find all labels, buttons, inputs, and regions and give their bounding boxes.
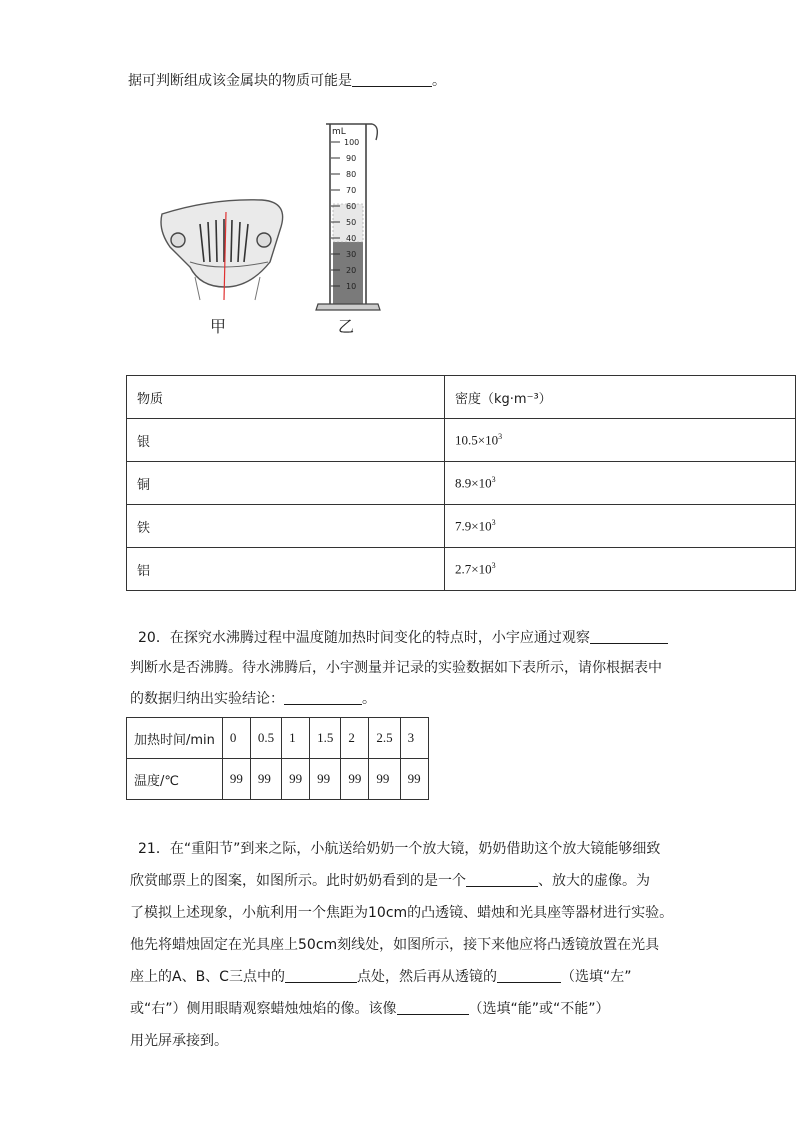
density-exponent: 3 xyxy=(491,474,496,484)
table-row xyxy=(127,462,796,505)
q21-text: 座上的A、B、C三点中的 xyxy=(130,969,285,985)
q21-text: 或“右”）侧用眼睛观察蜡烛烛焰的像。该像 xyxy=(130,1001,397,1017)
time-cell: 1 xyxy=(282,718,310,759)
q20-line-3 xyxy=(130,688,376,708)
q21-text: （选填“能”或“不能”） xyxy=(468,1001,610,1017)
q20-text: 20．在探究水沸腾过程中温度随加热时间变化的特点时，小宇应通过观察 xyxy=(138,630,590,646)
table-row xyxy=(127,505,796,548)
temperature-cell: 99 xyxy=(400,759,428,800)
q21-text: 了模拟上述现象，小航利用一个焦距为10cm的凸透镜、蜡烛和光具座等器材进行实验。 xyxy=(130,905,674,921)
q21-text: 用光屏承接到。 xyxy=(130,1033,228,1049)
answer-blank xyxy=(397,1000,469,1015)
figure-scale-and-cylinder xyxy=(150,112,410,342)
balance-scale-illustration xyxy=(161,200,283,300)
temperature-cell: 99 xyxy=(310,759,341,800)
heating-data-table xyxy=(126,717,429,800)
question-continuation xyxy=(128,70,446,90)
question-text: 据可判断组成该金属块的物质可能是 xyxy=(128,73,352,89)
row-label-time: 加热时间/min xyxy=(127,718,223,759)
cylinder-tick-label: 70 xyxy=(346,186,357,195)
cylinder-tick-label: 50 xyxy=(346,218,357,227)
answer-blank xyxy=(285,968,357,983)
density-cell xyxy=(445,548,796,591)
substance-cell: 铝 xyxy=(127,548,445,591)
cylinder-tick-label: 40 xyxy=(346,234,357,243)
temperature-cell: 99 xyxy=(250,759,281,800)
density-table xyxy=(126,375,796,591)
time-cell: 3 xyxy=(400,718,428,759)
time-cell: 2.5 xyxy=(369,718,400,759)
time-cell: 1.5 xyxy=(310,718,341,759)
q21-line-6 xyxy=(130,998,610,1018)
question-text-end: 。 xyxy=(432,73,446,89)
cylinder-tick-label: 20 xyxy=(346,266,357,275)
caption-right: 乙 xyxy=(338,317,355,336)
q21-text: （选填“左” xyxy=(560,969,632,985)
cylinder-tick-label: 60 xyxy=(346,202,357,211)
q20-text: 的数据归纳出实验结论： xyxy=(130,691,284,707)
temperature-cell: 99 xyxy=(369,759,400,800)
density-base: 10.5×10 xyxy=(455,432,499,448)
q20-line-1 xyxy=(138,627,668,647)
table-header-row xyxy=(127,376,796,419)
density-base: 7.9×10 xyxy=(455,518,492,534)
density-cell xyxy=(445,505,796,548)
density-exponent: 3 xyxy=(498,431,503,441)
temperature-cell: 99 xyxy=(341,759,369,800)
density-base: 8.9×10 xyxy=(455,475,492,491)
answer-blank xyxy=(284,690,362,705)
cylinder-tick-label: 30 xyxy=(346,250,357,259)
temperature-cell: 99 xyxy=(222,759,250,800)
q21-text: 、放大的虚像。为 xyxy=(538,873,650,889)
caption-left: 甲 xyxy=(210,317,227,336)
row-label-temperature: 温度/℃ xyxy=(127,759,223,800)
q20-line-2 xyxy=(130,657,662,677)
cylinder-tick-label: 100 xyxy=(344,138,360,147)
substance-cell: 铜 xyxy=(127,462,445,505)
q20-text-end: 。 xyxy=(362,691,376,707)
density-exponent: 3 xyxy=(491,560,496,570)
temperature-cell: 99 xyxy=(282,759,310,800)
answer-blank xyxy=(466,872,538,887)
time-cell: 0.5 xyxy=(250,718,281,759)
answer-blank xyxy=(590,629,668,644)
q21-line-7 xyxy=(130,1030,228,1050)
density-cell xyxy=(445,419,796,462)
cylinder-tick-label: 80 xyxy=(346,170,357,179)
q21-line-1 xyxy=(138,838,660,858)
header-cell-substance: 物质 xyxy=(127,376,445,419)
q21-text: 欣赏邮票上的图案，如图所示。此时奶奶看到的是一个 xyxy=(130,873,466,889)
measuring-cylinder-illustration xyxy=(316,124,380,310)
table-row xyxy=(127,419,796,462)
table-row xyxy=(127,759,429,800)
time-cell: 0 xyxy=(222,718,250,759)
cylinder-unit-label: mL xyxy=(332,127,346,137)
q21-text: 点处，然后再从透镜的 xyxy=(356,969,497,985)
cylinder-tick-label: 90 xyxy=(346,154,357,163)
q20-text: 判断水是否沸腾。待水沸腾后，小宇测量并记录的实验数据如下表所示，请你根据表中 xyxy=(130,660,662,676)
q21-line-4 xyxy=(130,934,659,954)
answer-blank xyxy=(352,72,432,87)
header-cell-density: 密度（kg·m⁻³） xyxy=(445,376,796,419)
cylinder-tick-label: 10 xyxy=(346,282,357,291)
q21-line-2 xyxy=(130,870,650,890)
table-row xyxy=(127,718,429,759)
time-cell: 2 xyxy=(341,718,369,759)
table-row xyxy=(127,548,796,591)
density-base: 2.7×10 xyxy=(455,561,492,577)
substance-cell: 铁 xyxy=(127,505,445,548)
q21-text: 他先将蜡烛固定在光具座上50cm刻线处，如图所示，接下来他应将凸透镜放置在光具 xyxy=(130,937,660,953)
q21-line-3 xyxy=(130,902,673,922)
density-exponent: 3 xyxy=(491,517,496,527)
answer-blank xyxy=(497,968,561,983)
density-cell xyxy=(445,462,796,505)
substance-cell: 银 xyxy=(127,419,445,462)
q21-line-5 xyxy=(130,966,631,986)
q21-text: 21．在“重阳节”到来之际，小航送给奶奶一个放大镜，奶奶借助这个放大镜能够细致 xyxy=(138,841,661,857)
